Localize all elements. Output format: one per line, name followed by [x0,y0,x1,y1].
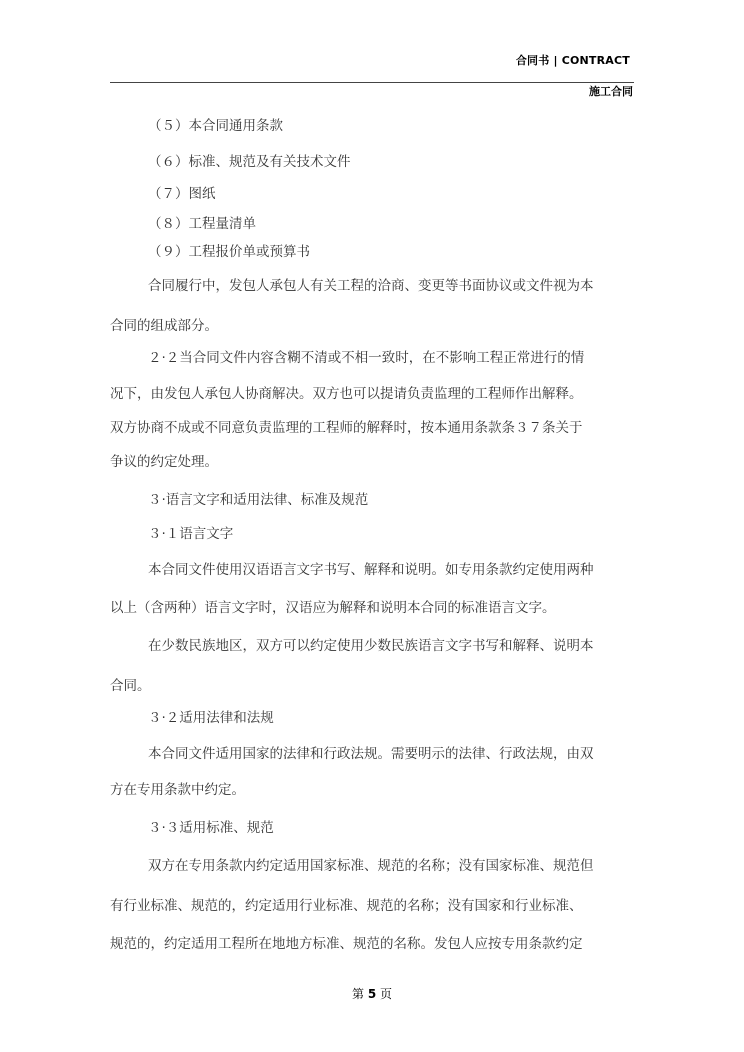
body-line: （８）工程量清单 [148,216,256,232]
body-line: 方在专用条款中约定。 [110,782,245,798]
body-line: 有行业标准、规范的，约定适用行业标准、规范的名称；没有国家和行业标准、 [110,898,583,914]
body-line: 本合同文件适用国家的法律和行政法规。需要明示的法律、行政法规，由双 [148,746,594,762]
body-line: 在少数民族地区，双方可以约定使用少数民族语言文字书写和解释、说明本 [148,638,594,654]
page-header [110,52,634,83]
body-line: （６）标准、规范及有关技术文件 [148,154,351,170]
body-line: （５）本合同通用条款 [148,118,283,134]
footer-suffix: 页 [380,987,393,1001]
body-line: ３·２适用法律和法规 [148,710,274,726]
body-line: 合同履行中，发包人承包人有关工程的洽商、变更等书面协议或文件视为本 [148,278,594,294]
body-line: ２·２当合同文件内容含糊不清或不相一致时，在不影响工程正常进行的情 [148,350,585,366]
body-line: 合同的组成部分。 [110,318,218,334]
body-line: ３·语言文字和适用法律、标准及规范 [148,492,369,508]
header-brand: 合同书 | CONTRACT [515,54,630,67]
body-line: 规范的，约定适用工程所在地地方标准、规范的名称。发包人应按专用条款约定 [110,936,583,952]
header-subtitle: 施工合同 [589,85,633,98]
body-line: 双方在专用条款内约定适用国家标准、规范的名称；没有国家标准、规范但 [148,858,594,874]
body-line: （７）图纸 [148,186,216,202]
body-line: （９）工程报价单或预算书 [148,244,310,260]
body-line: 双方协商不成或不同意负责监理的工程师的解释时，按本通用条款条３７条关于 [110,420,583,436]
body-line: 以上（含两种）语言文字时，汉语应为解释和说明本合同的标准语言文字。 [110,600,556,616]
body-line: ３·１语言文字 [148,526,234,542]
body-line: ３·３适用标准、规范 [148,820,274,836]
body-line: 况下，由发包人承包人协商解决。双方也可以提请负责监理的工程师作出解释。 [110,386,583,402]
page-footer [0,985,744,1002]
footer-prefix: 第 [351,987,364,1001]
body-line: 合同。 [110,678,151,694]
body-line: 本合同文件使用汉语语言文字书写、解释和说明。如专用条款约定使用两种 [148,562,594,578]
page-number: 5 [367,987,377,1001]
body-line: 争议的约定处理。 [110,454,218,470]
